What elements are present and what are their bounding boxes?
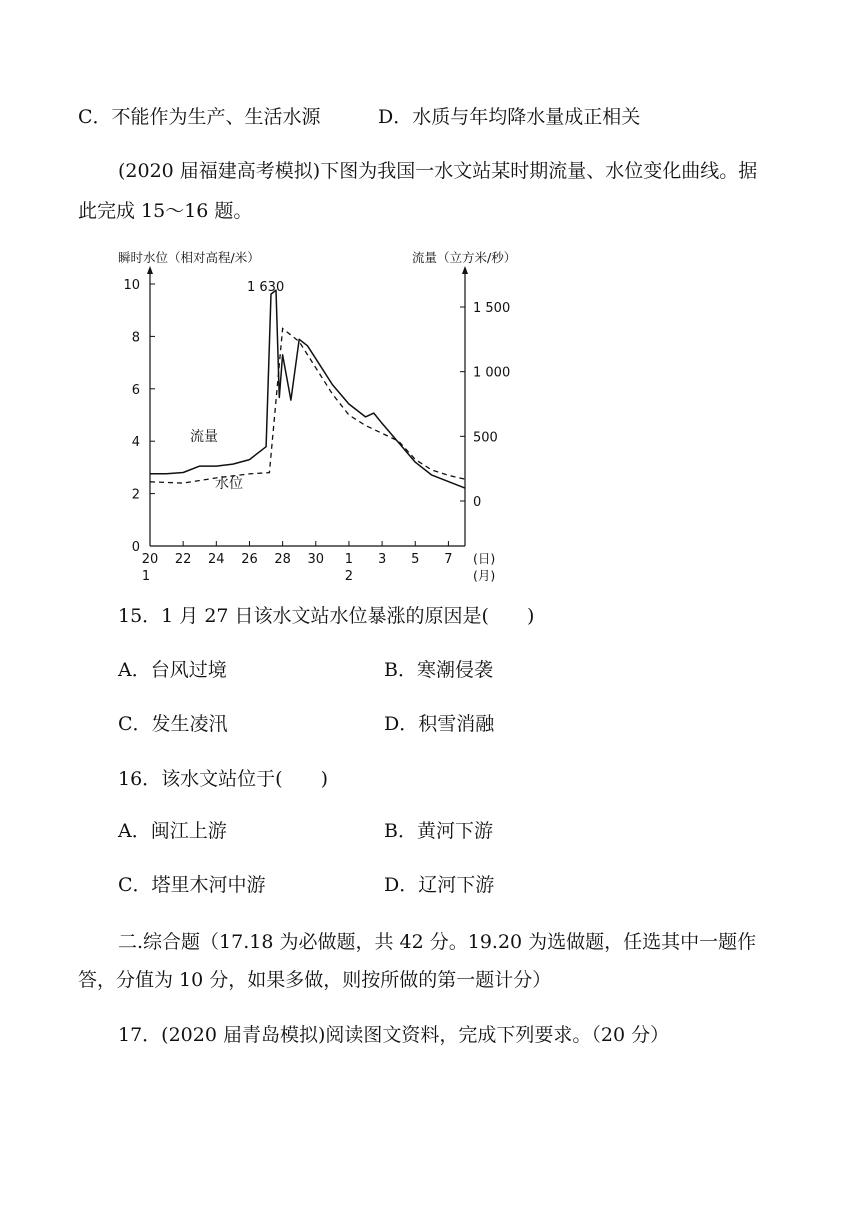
hydrology-chart	[100, 238, 540, 583]
q16-option-c: C．塔里木河中游	[118, 874, 266, 896]
x-tick-label: 22	[174, 552, 192, 567]
right-tick-label: 500	[473, 430, 498, 446]
option-c-prev: C．不能作为生产、生活水源	[78, 106, 321, 128]
q15-option-c: C．发生凌汛	[118, 713, 228, 735]
section-2-line-1: 二.综合题（17.18 为必做题，共 42 分。19.20 为选做题，任选其中一题作	[118, 931, 757, 953]
level-series-label: 水位	[215, 476, 243, 492]
q15-option-d: D．积雪消融	[384, 713, 495, 735]
q15-option-b: B．寒潮侵袭	[384, 659, 493, 681]
flow-series-line	[150, 290, 465, 488]
flow-series-label: 流量	[190, 429, 218, 445]
month-label-jan: 1	[141, 569, 151, 583]
x-tick-label: 26	[241, 552, 258, 567]
right-tick-label: 0	[473, 495, 482, 510]
q16-option-a: A．闽江上游	[118, 820, 227, 842]
left-tick-label: 6	[131, 382, 140, 398]
intro-line-1: (2020 届福建高考模拟)下图为我国一水文站某时期流量、水位变化曲线。据	[118, 160, 758, 182]
x-tick-label: 7	[444, 552, 453, 567]
x-month-unit: (月)	[473, 568, 496, 583]
intro-line-2: 此完成 15～16 题。	[78, 200, 253, 222]
x-tick-label: 20	[141, 552, 159, 567]
left-tick-label: 0	[131, 540, 140, 555]
question-16: 16．该水文站位于( )	[118, 768, 329, 790]
right-tick-label: 1 000	[473, 365, 511, 381]
left-axis-arrow	[147, 266, 153, 274]
q16-option-d: D．辽河下游	[384, 874, 495, 896]
x-tick-label: 24	[208, 552, 225, 567]
q16-option-b: B．黄河下游	[384, 820, 493, 842]
left-tick-label: 2	[131, 487, 140, 503]
left-tick-label: 4	[131, 435, 140, 451]
x-tick-label: 28	[274, 552, 291, 567]
left-tick-label: 8	[131, 330, 140, 346]
month-label-feb: 2	[344, 569, 354, 583]
q15-option-a: A．台风过境	[118, 659, 227, 681]
left-axis-title: 瞬时水位（相对高程/米）	[118, 250, 260, 265]
right-axis-title: 流量（立方米/秒）	[412, 250, 517, 265]
x-tick-label: 5	[411, 552, 420, 567]
x-day-unit: (日)	[473, 551, 496, 566]
question-17: 17．(2020 届青岛模拟)阅读图文资料，完成下列要求。（20 分）	[118, 1024, 670, 1046]
right-axis-arrow	[462, 266, 468, 274]
left-tick-label: 10	[123, 278, 140, 293]
x-tick-label: 30	[307, 552, 325, 567]
question-15: 15．1 月 27 日该水文站水位暴涨的原因是( )	[118, 605, 535, 627]
right-tick-label: 1 500	[473, 301, 511, 316]
x-tick-label: 3	[377, 552, 387, 567]
option-d-prev: D．水质与年均降水量成正相关	[378, 106, 641, 128]
peak-value-label: 1 630	[247, 280, 285, 295]
x-tick-label: 1	[344, 552, 354, 567]
level-series-line	[150, 329, 465, 484]
section-2-line-2: 答，分值为 10 分，如果多做，则按所做的第一题计分）	[78, 969, 552, 991]
